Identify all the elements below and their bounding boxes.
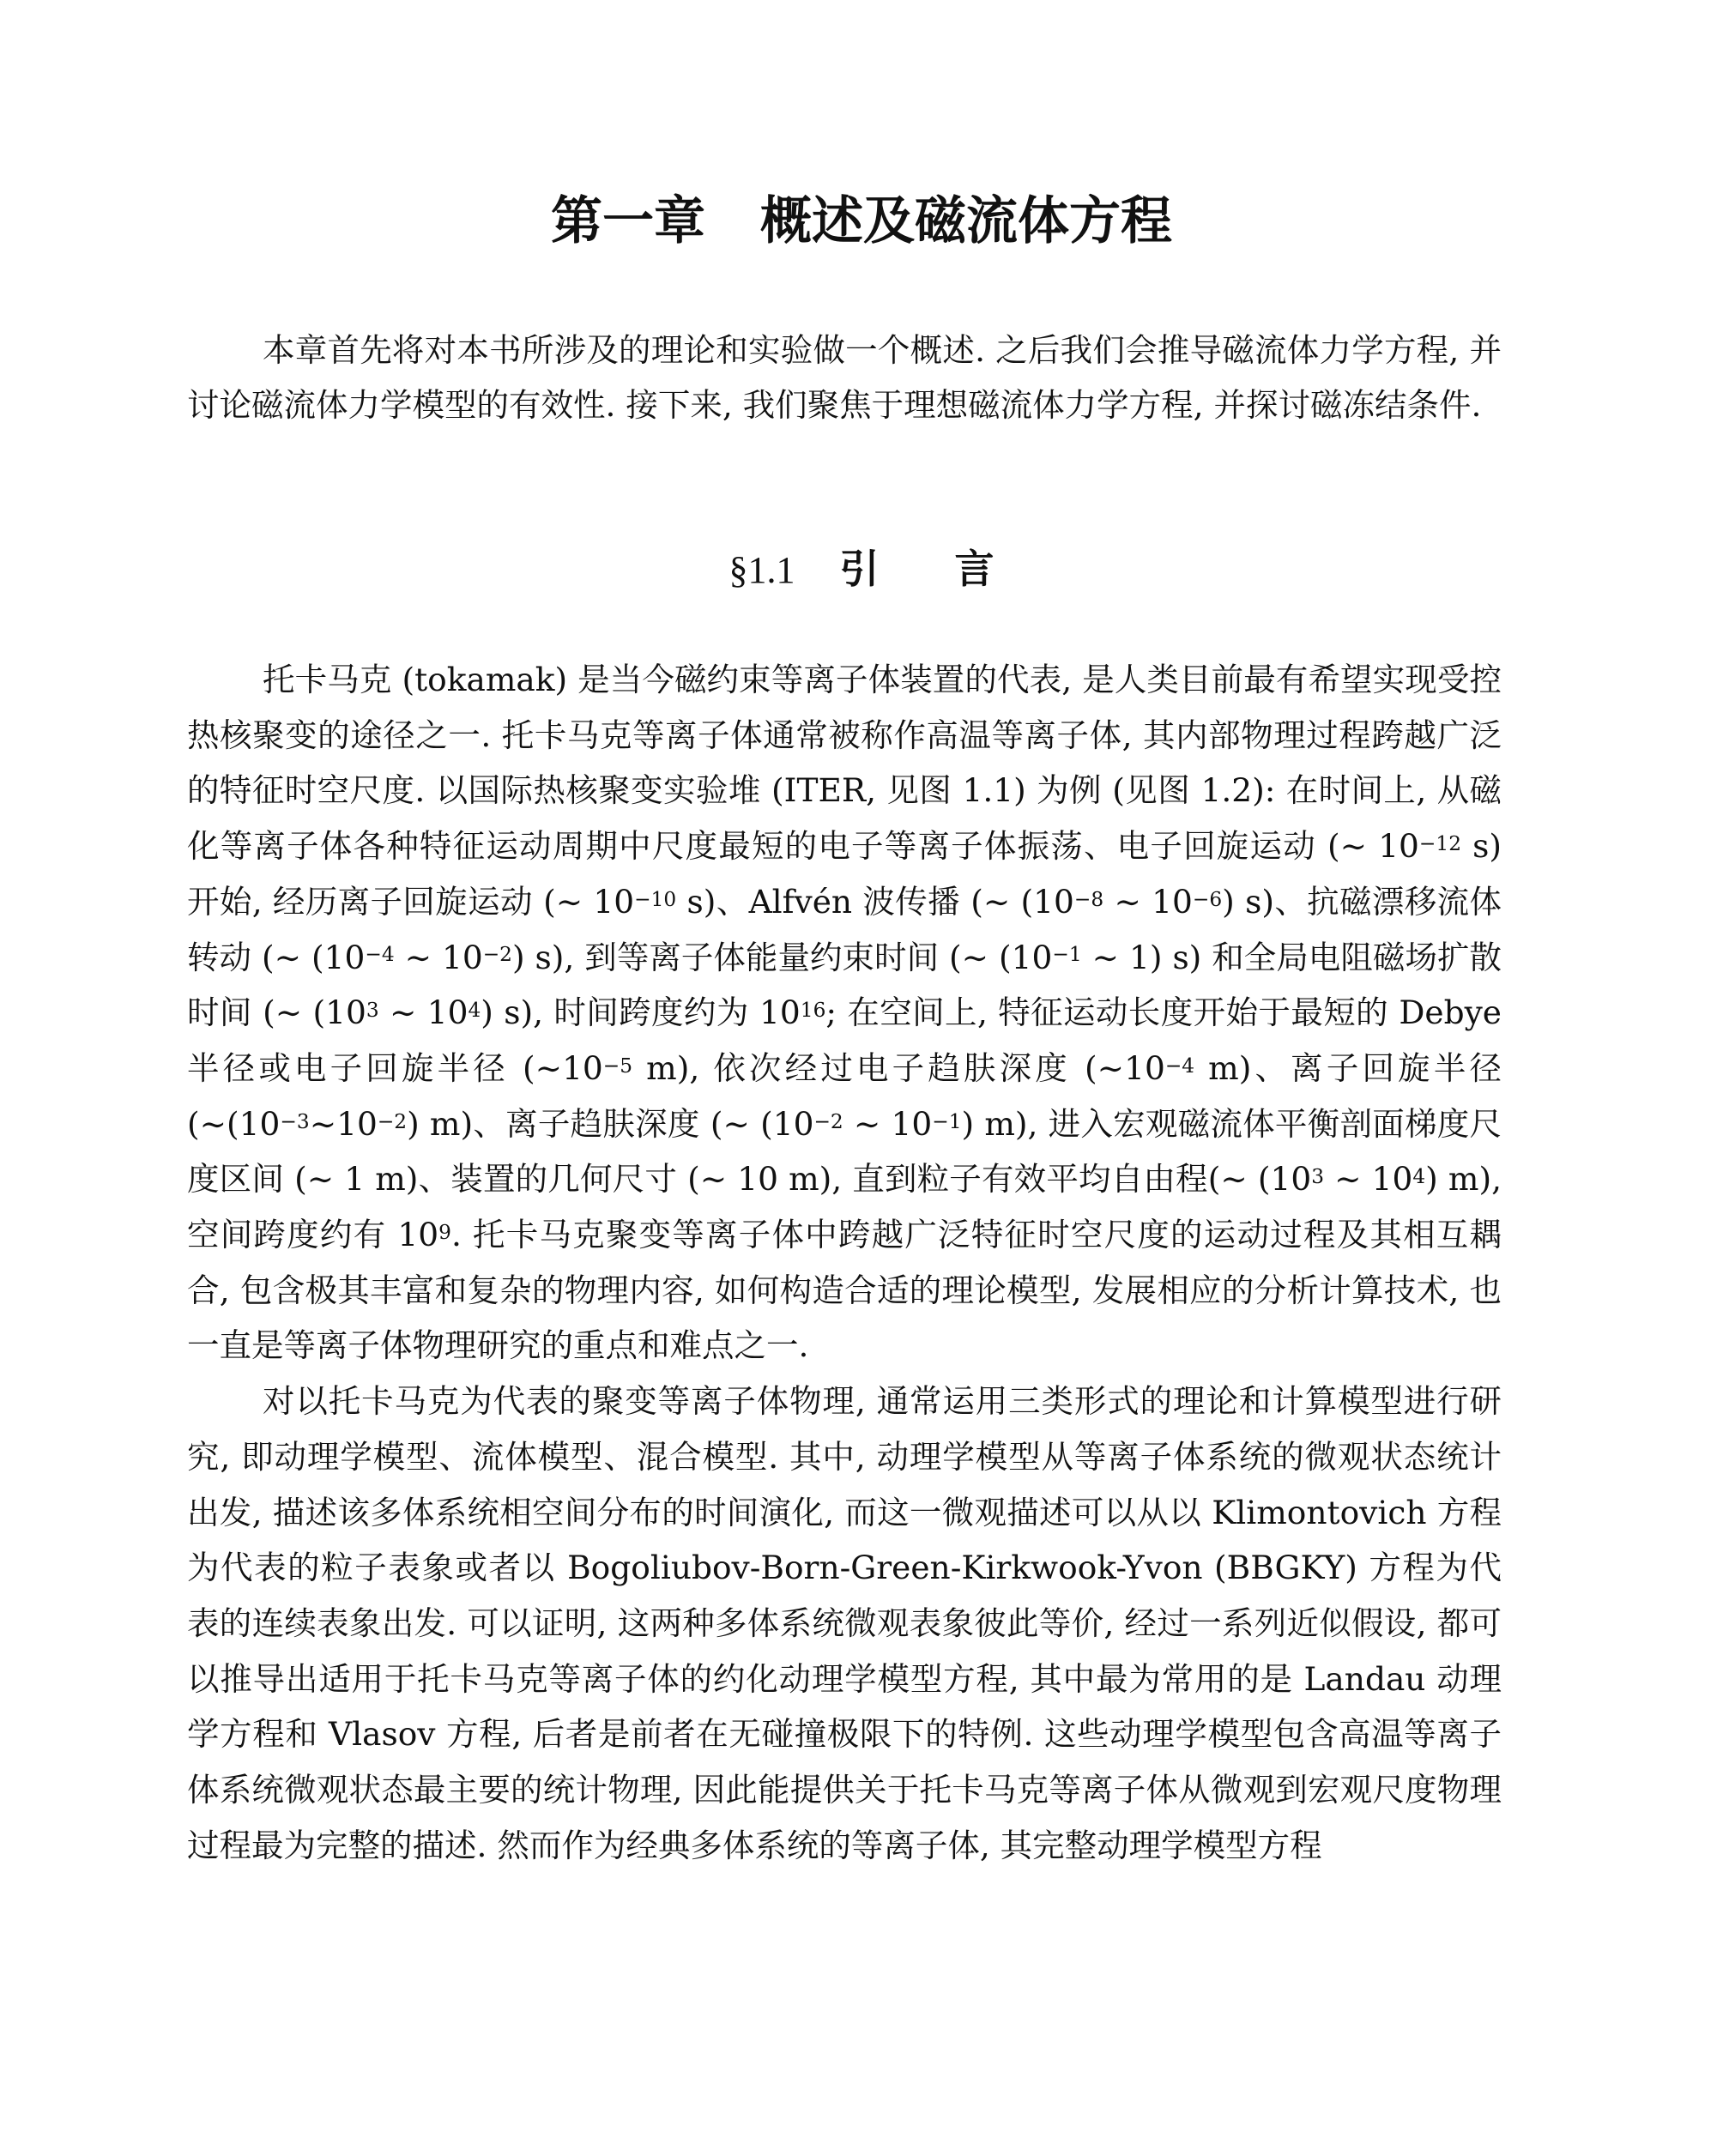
text-run: m), 依次经过电子趋肤深度 (∼10 — [632, 1048, 1165, 1087]
section-title-char-2: 言 — [954, 546, 995, 592]
text-run: ) s)、抗磁漂移流体转动 (∼ (10 — [187, 882, 1502, 976]
exponent: 4 — [1412, 1165, 1426, 1189]
text-run: ∼ 10 — [1103, 882, 1193, 921]
exponent: −1 — [1052, 943, 1082, 967]
text-run: ) m), 空间跨度约有 10 — [187, 1160, 1502, 1254]
exponent: −4 — [1164, 1054, 1195, 1078]
exponent: −2 — [813, 1109, 843, 1133]
text-run: s)、Alfvén 波传播 (∼ (10 — [676, 882, 1074, 921]
text-run: ) s), 时间跨度约为 10 — [481, 993, 801, 1032]
text-run: ∼ 10 — [394, 938, 483, 976]
chapter-name: 概述及磁流体方程 — [760, 191, 1172, 251]
exponent: 3 — [1311, 1165, 1325, 1189]
exponent: −3 — [280, 1109, 310, 1133]
chapter-number: 第一章 — [551, 191, 705, 251]
text-run: ∼ 10 — [378, 993, 469, 1032]
exponent: −4 — [365, 943, 395, 967]
paragraph-1 — [187, 652, 1502, 1374]
exponent: −1 — [932, 1109, 962, 1133]
exponent: −2 — [482, 943, 512, 967]
text-run: ; 在空间上, 特征运动长度开始于最短的 Debye 半径或电子回旋半径 (∼10 — [187, 993, 1502, 1087]
chapter-abstract: 本章首先将对本书所涉及的理论和实验做一个概述. 之后我们会推导磁流体力学方程, 并讨论磁流体力学模型的有效性. 接下来, 我们聚焦于理想磁流体力学方程, 并探讨磁冻结条件. — [187, 331, 1502, 424]
chapter-title — [0, 187, 1723, 256]
section-body — [187, 652, 1502, 1873]
exponent: 4 — [468, 999, 481, 1023]
exponent: −2 — [377, 1109, 408, 1133]
text-run: ∼10 — [309, 1104, 378, 1143]
exponent: 3 — [366, 999, 379, 1023]
text-run: ∼ 1) s) 和全局电阻磁场扩散时间 (∼ (10 — [187, 938, 1502, 1032]
exponent: −10 — [634, 887, 677, 911]
exponent: −5 — [602, 1054, 633, 1078]
text-run: ) m)、离子趋肤深度 (∼ (10 — [407, 1104, 814, 1143]
text-run: ) m), 进入宏观磁流体平衡剖面梯度尺度区间 (∼ 1 m)、装置的几何尺寸 (∼ 10 m), 直到粒子有效平均自由程(∼ (10 — [187, 1104, 1502, 1199]
exponent: −8 — [1073, 887, 1104, 911]
section-number: §1.1 — [728, 549, 795, 591]
text-run: ∼ 10 — [1324, 1160, 1413, 1199]
text-run: s) 开始, 经历离子回旋运动 (∼ 10 — [187, 827, 1502, 921]
exponent: −6 — [1192, 887, 1223, 911]
section-heading — [0, 539, 1723, 601]
section-title-char-1: 引 — [839, 546, 880, 592]
text-run: ∼ 10 — [843, 1104, 933, 1143]
text-run: m)、离子回旋半径 (∼(10 — [187, 1048, 1502, 1143]
text-run: 托卡马克 (tokamak) 是当今磁约束等离子体装置的代表, 是人类目前最有希望实现受控热核聚变的途径之一. 托卡马克等离子体通常被称作高温等离子体, 其内部物理过程跨越广泛的特征时空尺度. 以国际热核聚变实验堆 (ITER, 见图 1.1) 为例 (见图 1.2): 在时间上, 从磁化等离子体各种特征运动周期中尺度最短的电子等离子体振荡、电子回旋运动 (∼ 10 — [187, 661, 1502, 866]
exponent: 16 — [800, 999, 826, 1023]
paragraph-2: 对以托卡马克为代表的聚变等离子体物理, 通常运用三类形式的理论和计算模型进行研究, 即动理学模型、流体模型、混合模型. 其中, 动理学模型从等离子体系统的微观状态统计出发, 描述该多体系统相空间分布的时间演化, 而这一微观描述可以从以 Klimontovich 方程为代表的粒子表象或者以 Bogoliubov-Born-Green-Kirkwook-Yvon (BBGKY) 方程为代表的连续表象出发. 可以证明, 这两种多体系统微观表象彼此等价, 经过一系列近似假设, 都可以推导出适用于托卡马克等离子体的约化动理学模型方程, 其中最为常用的是 Landau 动理学方程和 Vlasov 方程, 后者是前者在无碰撞极限下的特例. 这些动理学模型包含高温等离子体系统微观状态最主要的统计物理, 因此能提供关于托卡马克等离子体从微观到宏观尺度物理过程最为完整的描述. 然而作为经典多体系统的等离子体, 其完整动理学模型方程 — [187, 1382, 1502, 1864]
text-run: . 托卡马克聚变等离子体中跨越广泛特征时空尺度的运动过程及其相互耦合, 包含极其丰富和复杂的物理内容, 如何构造合适的理论模型, 发展相应的分析计算技术, 也一直是等离子体物理研究的重点和难点之一. — [187, 1216, 1502, 1365]
exponent: −12 — [1418, 831, 1461, 855]
exponent: 9 — [438, 1220, 451, 1244]
text-run: ) s), 到等离子体能量约束时间 (∼ (10 — [511, 938, 1053, 976]
